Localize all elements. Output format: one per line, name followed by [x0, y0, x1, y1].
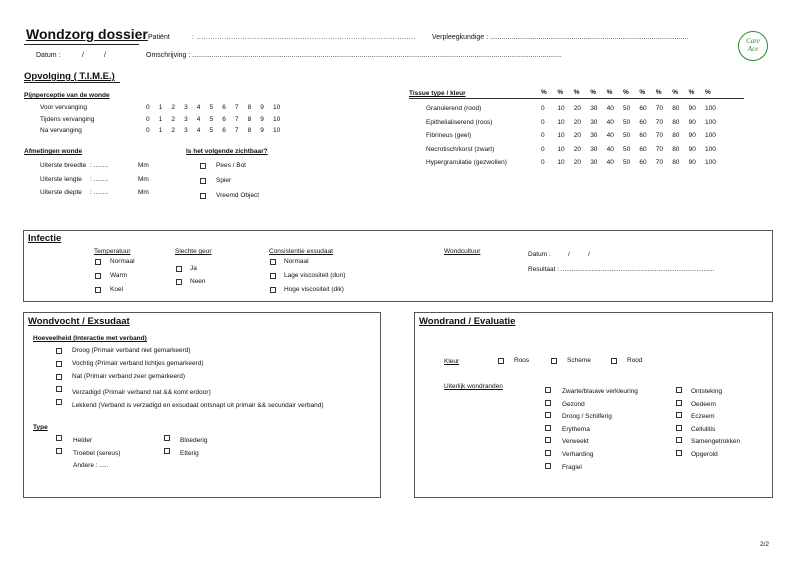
tissue-pct-value[interactable]: 70 [655, 105, 664, 112]
amount-title: Hoeveelheid (Interactie met verband) [33, 335, 147, 342]
checkbox[interactable] [545, 437, 551, 443]
tissue-pct-value[interactable]: 0 [541, 132, 545, 140]
tissue-pct-value[interactable]: 10 [557, 145, 565, 153]
tissue-title: Tissue type / kleur [409, 90, 466, 97]
tissue-pct-value[interactable]: 40 [606, 159, 614, 167]
color-item-label: Roos [514, 357, 530, 364]
measure-unit: Mm [138, 189, 149, 196]
outer-title: Uiterlijk wondranden [444, 383, 503, 390]
tissue-pct-value[interactable]: 20 [573, 132, 582, 140]
tissue-pct-value[interactable]: 90 [688, 159, 696, 167]
checkbox[interactable] [545, 425, 551, 431]
amount-item-label: Lekkend (Verband is verzadigd en exsudaat ontsnapt uit primair && secundair verband) [72, 402, 324, 410]
checkbox[interactable] [56, 348, 62, 354]
consist-item-label: Normaal [284, 258, 309, 265]
checkbox[interactable] [200, 163, 206, 169]
pain-scale-value[interactable]: 4 [196, 115, 201, 123]
pain-scale-value[interactable]: 7 [234, 115, 239, 123]
pain-scale-value[interactable]: 10 [273, 115, 281, 123]
type-item-label: Etterig [180, 450, 199, 457]
pain-title: Pijnperceptie van de wonde [24, 92, 110, 99]
tissue-pct-value[interactable]: 80 [672, 132, 680, 140]
pain-scale-value[interactable]: 6 [222, 115, 226, 123]
measure-label: Uiterste breedte [40, 162, 87, 169]
tissue-row-label: Granulerend (rood) [426, 105, 482, 112]
date-sep: / [82, 52, 84, 59]
tissue-pct-value[interactable]: 50 [623, 105, 631, 112]
outer-item-label: Droog / Schilferig [562, 413, 612, 421]
temp-item-label: Warm [110, 272, 128, 279]
measure-unit: Mm [138, 162, 149, 169]
pain-scale-value[interactable]: 1 [158, 127, 163, 134]
tissue-pct-value[interactable]: 60 [639, 118, 647, 126]
pain-row-label: Voor vervanging [40, 104, 87, 111]
pain-scale-value[interactable]: 5 [209, 127, 214, 134]
pain-scale-value[interactable]: 3 [184, 115, 188, 123]
tissue-pct-value[interactable]: 0 [541, 118, 545, 126]
measure-unit: Mm [138, 175, 149, 183]
culture-date-label: Datum : [528, 251, 551, 258]
tissue-pct-value[interactable]: 40 [606, 145, 614, 153]
checkbox[interactable] [676, 425, 682, 431]
checkbox[interactable] [676, 400, 682, 406]
type-title: Type [33, 424, 48, 431]
tissue-pct-value[interactable]: 100 [705, 145, 716, 153]
pain-scale-value[interactable]: 2 [171, 115, 176, 123]
tissue-pct-value[interactable]: 20 [573, 105, 582, 112]
tissue-pct-value[interactable]: 100 [705, 105, 716, 112]
measure-value-field[interactable]: : ........ [90, 162, 109, 169]
pct-header: % [639, 89, 646, 96]
tissue-pct-value[interactable]: 60 [639, 132, 647, 140]
pct-header: % [623, 89, 629, 96]
outer-item-label: Erythema [562, 425, 590, 433]
consist-title: Consistentie exsudaat [269, 248, 333, 255]
pain-scale-value[interactable]: 1 [158, 104, 163, 111]
checkbox[interactable] [545, 450, 551, 456]
tissue-pct-value[interactable]: 20 [573, 145, 582, 153]
smell-item-label: Neen [190, 278, 206, 285]
checkbox[interactable] [95, 287, 101, 293]
checkbox[interactable] [200, 193, 206, 199]
pain-scale-value[interactable]: 4 [196, 127, 201, 134]
tissue-pct-value[interactable]: 70 [655, 159, 664, 167]
checkbox[interactable] [270, 273, 276, 279]
outer-item-label: Verweekt [562, 438, 589, 446]
visible-item-label: Vreemd Object [216, 192, 260, 199]
logo-text: Ace [747, 45, 759, 53]
color-item-label: Rood [627, 357, 643, 364]
amount-item-label: Vochtig (Primair verband lichtjes gemarkeerd) [72, 359, 204, 367]
culture-result-field[interactable]: Resultaat : ..................................................................................... [528, 266, 715, 273]
amount-item-label: Droog (Primair verband niet gemarkeerd) [72, 347, 191, 354]
checkbox[interactable] [176, 279, 182, 285]
tissue-pct-value[interactable]: 10 [557, 105, 565, 112]
tissue-pct-value[interactable]: 60 [639, 159, 647, 167]
pct-header: % [688, 89, 695, 96]
pain-scale-value[interactable]: 5 [209, 115, 214, 123]
checkbox[interactable] [56, 361, 62, 367]
tissue-pct-value[interactable]: 80 [672, 105, 680, 112]
checkbox[interactable] [56, 386, 62, 392]
patient-label: Patiënt [148, 34, 170, 41]
tissue-pct-value[interactable]: 0 [541, 145, 545, 153]
pain-row-label: Tijdens vervanging [40, 115, 95, 123]
tissue-pct-value[interactable]: 90 [688, 132, 696, 140]
pain-scale-value[interactable]: 6 [222, 104, 226, 111]
smell-item-label: Ja [190, 265, 197, 272]
infectie-title: Infectie [28, 233, 62, 244]
tissue-pct-value[interactable]: 80 [672, 159, 680, 167]
checkbox[interactable] [545, 400, 551, 406]
pain-scale-value[interactable]: 1 [158, 115, 163, 123]
tissue-pct-value[interactable]: 30 [590, 118, 598, 126]
tissue-pct-value[interactable]: 0 [541, 105, 545, 112]
pct-header: % [655, 89, 662, 96]
outer-item-label: Cellulitis [691, 425, 716, 433]
amount-item-label: Verzadigd (Primair verband nat && komt erdoor) [72, 389, 211, 397]
outer-item-label: Samengetrokken [691, 438, 741, 446]
checkbox[interactable] [56, 374, 62, 380]
date-sep: / [568, 251, 570, 258]
tissue-pct-value[interactable]: 60 [639, 145, 647, 153]
tissue-pct-value[interactable]: 60 [639, 105, 647, 112]
pct-header: % [606, 89, 613, 96]
tissue-pct-value[interactable]: 40 [606, 118, 614, 126]
pain-scale-value[interactable]: 5 [209, 104, 214, 111]
wondrand-title: Wondrand / Evaluatie [419, 316, 516, 327]
checkbox[interactable] [270, 259, 276, 265]
checkbox[interactable] [611, 358, 617, 364]
tissue-rule [409, 98, 744, 99]
checkbox[interactable] [545, 412, 551, 418]
pain-scale-value[interactable]: 0 [146, 127, 150, 134]
visible-item-label: Pees / Bot [216, 162, 246, 169]
pct-header: % [557, 89, 564, 96]
measure-value-field[interactable]: : ........ [90, 189, 109, 196]
tissue-pct-value[interactable]: 50 [623, 145, 631, 153]
checkbox[interactable] [270, 287, 276, 293]
tissue-pct-value[interactable]: 80 [672, 118, 680, 126]
checkbox[interactable] [56, 399, 62, 405]
outer-item-label: Verharding [562, 451, 594, 458]
pain-scale-value[interactable]: 8 [247, 115, 252, 123]
type-item-label: Troebel (sereus) [73, 450, 121, 457]
measure-label: Uiterste lengte [40, 175, 82, 183]
date-sep: / [104, 52, 106, 59]
outer-item-label: Eczeem [691, 413, 715, 421]
tissue-row-label: Necrotisch/korst (zwart) [426, 145, 495, 153]
logo-text: Care [746, 37, 760, 45]
page-title: Wondzorg dossier [26, 26, 148, 42]
pain-scale-value[interactable]: 10 [273, 127, 281, 134]
measure-value-field[interactable]: : ........ [90, 175, 109, 183]
temp-item-label: Normaal [110, 258, 135, 265]
outer-item-label: Fragiel [562, 463, 582, 471]
nurse-field[interactable]: Verpleegkundige : ...................................................................................................... [432, 34, 689, 41]
time-title: Opvolging ( T.I.M.E.) [24, 71, 115, 82]
tissue-row-label: Epithelialiserend (roos) [426, 118, 493, 126]
checkbox[interactable] [164, 435, 170, 441]
tissue-pct-value[interactable]: 40 [606, 132, 614, 140]
tissue-row-label: Fibrineus (geel) [426, 132, 472, 140]
consist-item-label: Lage viscositeit (dun) [284, 272, 346, 279]
tissue-pct-value[interactable]: 50 [623, 132, 631, 140]
tissue-pct-value[interactable]: 50 [623, 159, 631, 167]
outer-item-label: Ontsteking [691, 388, 723, 395]
visible-item-label: Spier [216, 177, 232, 184]
color-title: Kleur [444, 358, 460, 365]
page-number: 2/2 [760, 541, 770, 548]
outer-item-label: Zwarte/blauwe verkleuring [562, 388, 638, 395]
pain-scale-value[interactable]: 6 [222, 127, 226, 134]
pain-scale-value[interactable]: 8 [247, 127, 252, 134]
pain-scale-value[interactable]: 0 [146, 115, 150, 123]
tissue-pct-value[interactable]: 100 [705, 132, 716, 140]
date-sep: / [588, 251, 590, 258]
tissue-pct-value[interactable]: 20 [573, 159, 582, 167]
pain-scale-value[interactable]: 4 [196, 104, 201, 111]
tissue-pct-value[interactable]: 70 [655, 132, 664, 140]
time-rule [24, 82, 120, 83]
pain-scale-value[interactable]: 2 [171, 104, 176, 111]
checkbox[interactable] [200, 178, 206, 184]
pain-scale-value[interactable]: 2 [171, 127, 176, 134]
tissue-pct-value[interactable]: 10 [557, 132, 565, 140]
tissue-pct-value[interactable]: 100 [705, 159, 716, 167]
checkbox[interactable] [545, 463, 551, 469]
checkbox[interactable] [498, 358, 504, 364]
type-item-label: Helder [73, 437, 93, 444]
pain-scale-value[interactable]: 9 [260, 127, 264, 134]
tissue-pct-value[interactable]: 80 [672, 145, 680, 153]
checkbox[interactable] [176, 266, 182, 272]
temp-item-label: Koel [110, 286, 124, 293]
tissue-pct-value[interactable]: 30 [590, 132, 598, 140]
pain-scale-value[interactable]: 7 [234, 104, 239, 111]
consist-item-label: Hoge viscositeit (dik) [284, 286, 344, 293]
pain-row-label: Na vervanging [40, 127, 82, 134]
smell-title: Slechte geur [175, 248, 212, 255]
tissue-pct-value[interactable]: 20 [573, 118, 582, 126]
checkbox[interactable] [551, 358, 557, 364]
tissue-pct-value[interactable]: 90 [688, 105, 696, 112]
type-item-label: Bloederig [180, 437, 208, 444]
tissue-pct-value[interactable]: 50 [623, 118, 631, 126]
tissue-pct-value[interactable]: 10 [557, 118, 565, 126]
measure-title: Afmetingen wonde [24, 148, 83, 155]
tissue-pct-value[interactable]: 100 [705, 118, 716, 126]
checkbox[interactable] [545, 387, 551, 393]
tissue-pct-value[interactable]: 90 [688, 118, 696, 126]
pain-scale-value[interactable]: 10 [273, 104, 281, 111]
tissue-pct-value[interactable]: 0 [541, 159, 545, 167]
checkbox[interactable] [56, 435, 62, 441]
pain-scale-value[interactable]: 0 [146, 104, 150, 111]
culture-title: Wondcultuur [444, 248, 481, 255]
pain-scale-value[interactable]: 9 [260, 104, 264, 111]
tissue-pct-value[interactable]: 90 [688, 145, 696, 153]
checkbox[interactable] [164, 448, 170, 454]
tissue-pct-value[interactable]: 70 [655, 118, 664, 126]
checkbox[interactable] [676, 387, 682, 393]
measure-label: Uiterste diepte [40, 189, 82, 196]
pct-header: % [541, 89, 547, 96]
checkbox[interactable] [56, 448, 62, 454]
visible-title: Is het volgende zichtbaar? [186, 148, 268, 155]
amount-item-label: Nat (Primair verband zeer gemarkeerd) [72, 372, 186, 380]
title-rule [24, 44, 139, 45]
checkbox[interactable] [95, 273, 101, 279]
outer-item-label: Oedeem [691, 400, 716, 408]
outer-item-label: Gezond [562, 400, 585, 408]
description-field[interactable]: Omschrijving : .............................................................................................................................................................................................. [146, 52, 562, 59]
pct-header: % [705, 89, 711, 96]
temp-title: Temperatuur [94, 248, 131, 255]
date-label: Datum : [36, 52, 61, 59]
patient-field[interactable]: : ............................................................................................... [192, 34, 416, 41]
other-field[interactable]: Andere : ..... [73, 462, 109, 469]
pct-header: % [573, 89, 580, 96]
tissue-pct-value[interactable]: 10 [557, 159, 565, 167]
tissue-pct-value[interactable]: 30 [590, 145, 598, 153]
pain-scale-value[interactable]: 3 [184, 127, 188, 134]
checkbox[interactable] [676, 412, 682, 418]
pct-header: % [590, 89, 596, 96]
tissue-pct-value[interactable]: 40 [606, 105, 614, 112]
wondvocht-title: Wondvocht / Exsudaat [28, 316, 130, 327]
outer-item-label: Opgerold [691, 451, 718, 458]
tissue-pct-value[interactable]: 30 [590, 159, 598, 167]
tissue-row-label: Hypergranulatie (gezwollen) [426, 159, 507, 167]
checkbox[interactable] [676, 437, 682, 443]
checkbox[interactable] [95, 259, 101, 265]
care-ace-logo [738, 31, 768, 61]
pain-scale-value[interactable]: 8 [247, 104, 252, 111]
pct-header: % [672, 89, 678, 96]
pain-scale-value[interactable]: 9 [260, 115, 264, 123]
tissue-pct-value[interactable]: 30 [590, 105, 598, 112]
checkbox[interactable] [676, 450, 682, 456]
color-item-label: Scheme [567, 357, 591, 364]
wondrand-box [414, 312, 773, 498]
pain-scale-value[interactable]: 3 [184, 104, 188, 111]
pain-scale-value[interactable]: 7 [234, 127, 239, 134]
tissue-pct-value[interactable]: 70 [655, 145, 664, 153]
